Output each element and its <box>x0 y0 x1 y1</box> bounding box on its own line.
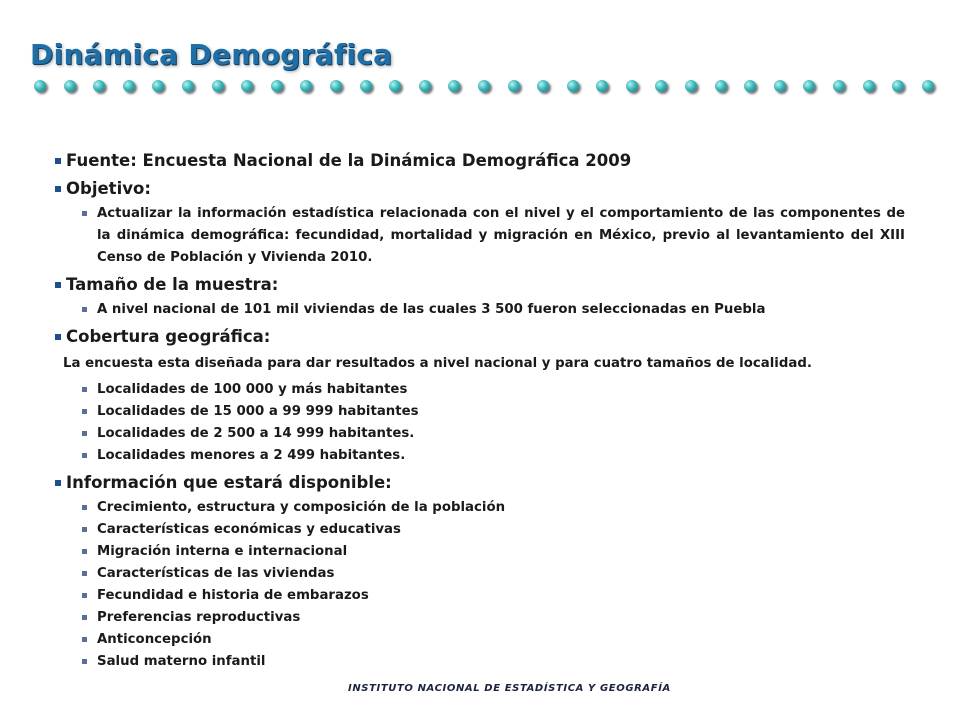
slide-content <box>55 145 905 673</box>
decorative-dot <box>212 80 224 92</box>
informacion-item: Preferencias reproductivas <box>55 607 905 629</box>
decorative-dot <box>537 80 549 92</box>
decorative-dot <box>803 80 815 92</box>
decorative-dot <box>685 80 697 92</box>
decorative-dot <box>892 80 904 92</box>
decorative-dot <box>64 80 76 92</box>
decorative-dot <box>448 80 460 92</box>
decorative-dot <box>34 80 46 92</box>
footer-institution: INSTITUTO NACIONAL DE ESTADÍSTICA Y GEOGRAFÍA <box>348 683 671 694</box>
objetivo-heading: Objetivo: <box>55 177 905 201</box>
fuente-heading: Fuente: Encuesta Nacional de la Dinámica Demográfica 2009 <box>55 149 905 173</box>
muestra-heading: Tamaño de la muestra: <box>55 273 905 297</box>
objetivo-item: Actualizar la información estadística relacionada con el nivel y el comportamiento de las componentes de la dinámica demográfica: fecundidad, mortalidad y migración en México, previo al levantamiento del XIII Censo de Población y Vivienda 2010. <box>55 203 905 269</box>
cobertura-item: Localidades de 2 500 a 14 999 habitantes. <box>55 423 905 445</box>
cobertura-description: La encuesta esta diseñada para dar resultados a nivel nacional y para cuatro tamaños de localidad. <box>63 356 812 371</box>
decorative-dot <box>182 80 194 92</box>
informacion-item: Salud materno infantil <box>55 651 905 673</box>
decorative-dot <box>419 80 431 92</box>
cobertura-heading: Cobertura geográfica: <box>55 325 905 349</box>
decorative-dot <box>389 80 401 92</box>
decorative-dot <box>922 80 934 92</box>
decorative-dot <box>478 80 490 92</box>
decorative-dot-row <box>34 79 934 93</box>
decorative-dot <box>596 80 608 92</box>
muestra-item: A nivel nacional de 101 mil viviendas de las cuales 3 500 fueron seleccionadas en Puebla <box>55 299 905 321</box>
informacion-item: Características económicas y educativas <box>55 519 905 541</box>
informacion-item: Fecundidad e historia de embarazos <box>55 585 905 607</box>
informacion-item: Características de las viviendas <box>55 563 905 585</box>
decorative-dot <box>655 80 667 92</box>
decorative-dot <box>360 80 372 92</box>
cobertura-item: Localidades de 100 000 y más habitantes <box>55 379 905 401</box>
cobertura-item: Localidades menores a 2 499 habitantes. <box>55 445 905 467</box>
decorative-dot <box>833 80 845 92</box>
informacion-heading: Información que estará disponible: <box>55 471 905 495</box>
decorative-dot <box>123 80 135 92</box>
decorative-dot <box>744 80 756 92</box>
decorative-dot <box>774 80 786 92</box>
page-title: Dinámica Demográfica <box>30 38 393 71</box>
decorative-dot <box>567 80 579 92</box>
informacion-item: Anticoncepción <box>55 629 905 651</box>
decorative-dot <box>300 80 312 92</box>
cobertura-item: Localidades de 15 000 a 99 999 habitantes <box>55 401 905 423</box>
decorative-dot <box>508 80 520 92</box>
decorative-dot <box>715 80 727 92</box>
decorative-dot <box>93 80 105 92</box>
decorative-dot <box>863 80 875 92</box>
informacion-item: Crecimiento, estructura y composición de la población <box>55 497 905 519</box>
decorative-dot <box>271 80 283 92</box>
decorative-dot <box>330 80 342 92</box>
informacion-item: Migración interna e internacional <box>55 541 905 563</box>
decorative-dot <box>241 80 253 92</box>
decorative-dot <box>152 80 164 92</box>
decorative-dot <box>626 80 638 92</box>
